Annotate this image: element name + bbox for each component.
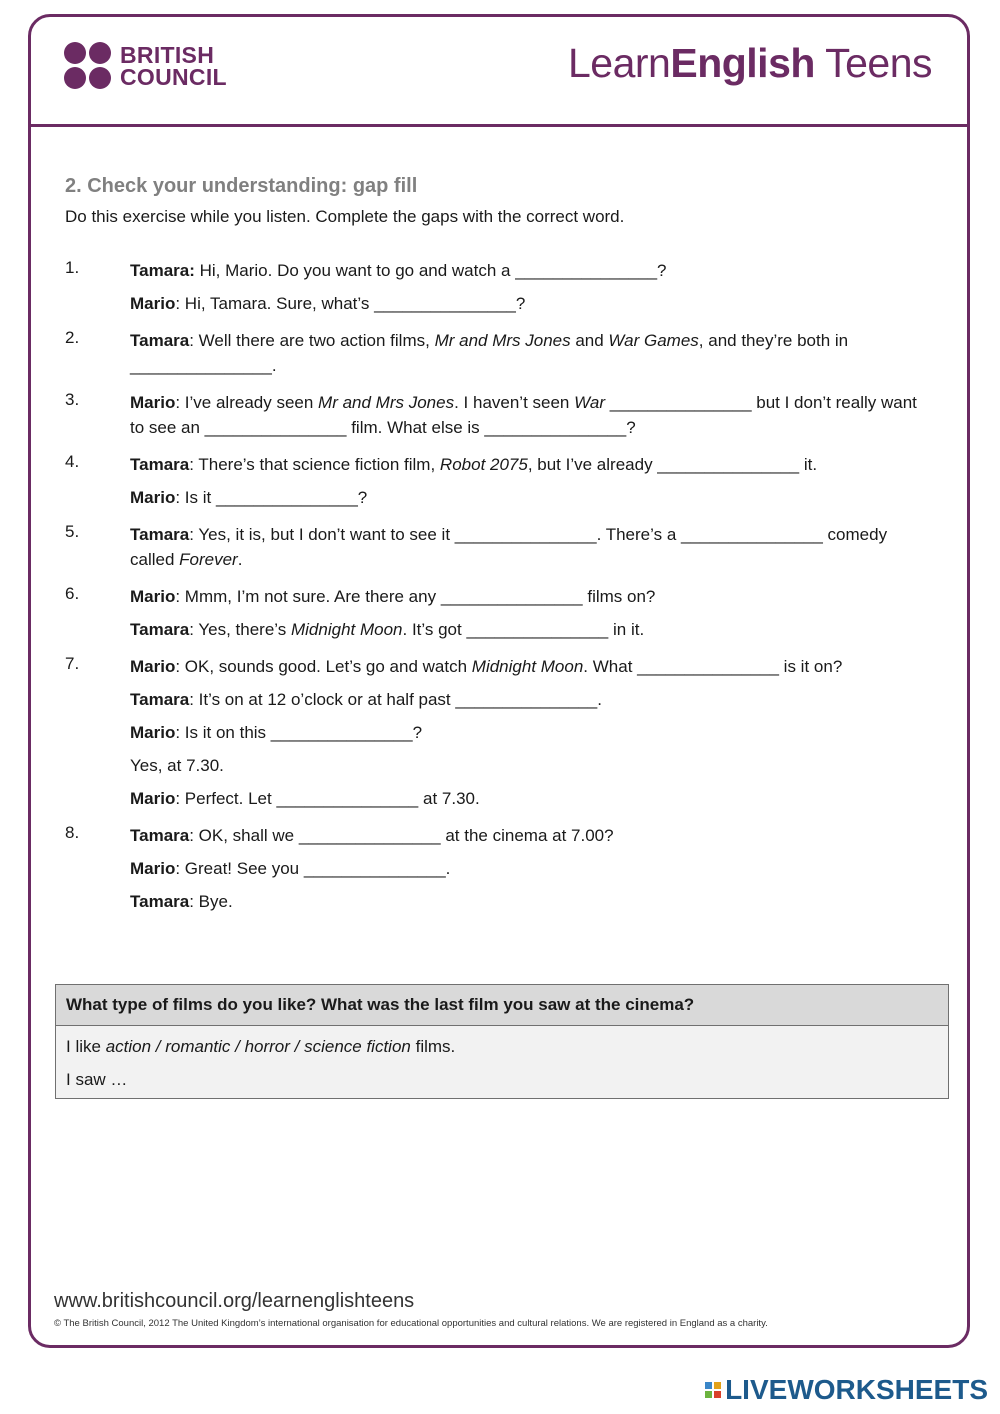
dialogue-text: Midnight Moon <box>290 620 403 639</box>
dialogue-text: . It’s got _______________ in it. <box>402 620 645 639</box>
item-number: 2. <box>65 328 80 347</box>
instructions: Do this exercise while you listen. Complete the gaps with the correct word. <box>65 207 625 226</box>
learnenglish-teens-logo <box>568 40 932 87</box>
item-lines <box>130 584 935 642</box>
exercise-item <box>65 654 935 811</box>
logo-teens: Teens <box>814 40 932 86</box>
item-number: 5. <box>65 522 80 541</box>
item-number: 3. <box>65 390 80 409</box>
item-number: 8. <box>65 823 80 842</box>
dialogue-text: , but I’ve already _______________ it. <box>527 455 818 474</box>
dialogue-line <box>130 687 935 712</box>
british-council-wordmark <box>120 41 227 90</box>
dialogue-text: : OK, shall we _______________ at the cinema at 7.00? <box>189 826 614 845</box>
speaker-name: Tamara <box>130 826 190 845</box>
dialogue-text: War <box>574 393 605 412</box>
speaker-name: Tamara: <box>130 261 195 280</box>
dialogue-line <box>130 753 935 778</box>
dialogue-line <box>130 786 935 811</box>
item-lines <box>130 390 935 440</box>
dialogue-text: Forever <box>179 550 238 569</box>
logo-learn: Learn <box>567 40 671 86</box>
item-lines <box>130 654 935 811</box>
dialogue-text: : I’ve already seen <box>175 393 319 412</box>
exercise-item <box>65 328 935 378</box>
dialogue-text: : Mmm, I’m not sure. Are there any _______________ films on? <box>175 587 656 606</box>
item-number: 1. <box>65 258 80 277</box>
speaker-name: Mario <box>130 657 176 676</box>
speaker-name: Tamara <box>130 690 190 709</box>
dialogue-line <box>130 328 935 378</box>
dialogue-text: : Hi, Tamara. Sure, what’s _______________? <box>175 294 526 313</box>
dialogue-text: : Yes, it is, but I don’t want to see it _______________. There’s a _______________ comedy called <box>130 525 888 569</box>
british-council-logo <box>64 42 227 89</box>
dialogue-text: : Perfect. Let _______________ at 7.30. <box>175 789 480 808</box>
dialogue-text: . <box>237 550 243 569</box>
dialogue-text: Mr and Mrs Jones <box>318 393 455 412</box>
liveworksheets-watermark <box>705 1374 988 1406</box>
speaker-name: Mario <box>130 587 176 606</box>
dialogue-line <box>130 856 935 881</box>
dialogue-text: : Yes, there’s <box>189 620 291 639</box>
liveworksheets-text: LIVEWORKSHEETS <box>725 1374 988 1405</box>
dialogue-text: Robot 2075 <box>439 455 528 474</box>
bc-logo-line1: BRITISH <box>120 41 215 68</box>
dialogue-line <box>130 390 935 440</box>
dialogue-text: . What _______________ is it on? <box>583 657 843 676</box>
logo-english: English <box>670 40 815 86</box>
speaker-name: Tamara <box>130 892 190 911</box>
dialogue-text: : It’s on at 12 o’clock or at half past _______________. <box>189 690 602 709</box>
dialogue-text: Yes, at 7.30. <box>130 756 224 775</box>
dialogue-text: _______________ but I don’t really want to see an _______________ film. What else is _______________? <box>130 393 917 437</box>
dialogue-text: : Bye. <box>189 892 233 911</box>
dialogue-line <box>130 522 935 572</box>
dialogue-text: : OK, sounds good. Let’s go and watch <box>175 657 472 676</box>
footer-copyright: © The British Council, 2012 The United Kingdom’s international organisation for educational opportunities and cultural relations. We are registered in England as a charity. <box>54 1318 768 1329</box>
discussion-body <box>56 1026 948 1108</box>
speaker-name: Tamara <box>130 525 190 544</box>
exercise-item <box>65 584 935 642</box>
item-number: 6. <box>65 584 80 603</box>
dialogue-line <box>130 258 935 283</box>
speaker-name: Mario <box>130 294 176 313</box>
exercise-item <box>65 258 935 316</box>
dialogue-line <box>130 889 935 914</box>
discussion-box <box>55 984 949 1099</box>
british-council-dots-icon <box>64 42 111 89</box>
section-title: 2. Check your understanding: gap fill <box>65 175 418 197</box>
item-number: 7. <box>65 654 80 673</box>
speaker-name: Mario <box>130 723 176 742</box>
dialogue-line <box>130 654 935 679</box>
speaker-name: Tamara <box>130 455 190 474</box>
dialogue-text: : Is it on this _______________? <box>175 723 423 742</box>
exercise-item <box>65 522 935 572</box>
dialogue-text: : Is it _______________? <box>175 488 368 507</box>
dialogue-line <box>130 485 935 510</box>
dialogue-line <box>130 823 935 848</box>
dialogue-text: Hi, Mario. Do you want to go and watch a _______________? <box>194 261 667 280</box>
dialogue-line <box>130 452 935 477</box>
dialogue-text: , and they’re both in _______________. <box>130 331 849 375</box>
dialogue-text: . I haven’t seen <box>454 393 575 412</box>
dialogue-line <box>130 617 935 642</box>
speaker-name: Mario <box>130 488 176 507</box>
discussion-line-2: I saw … <box>66 1070 128 1089</box>
item-lines <box>130 258 935 316</box>
dialogue-line <box>130 584 935 609</box>
exercise-item <box>65 452 935 510</box>
dialogue-line <box>130 720 935 745</box>
exercise-item <box>65 823 935 914</box>
dialogue-text: War Games <box>608 331 699 350</box>
item-number: 4. <box>65 452 80 471</box>
dialogue-line <box>130 291 935 316</box>
dialogue-text: : Well there are two action films, <box>189 331 435 350</box>
dialogue-text: action / romantic / horror / science fiction <box>105 1037 411 1056</box>
dialogue-text: Midnight Moon <box>471 657 584 676</box>
dialogue-text: films. <box>410 1037 456 1056</box>
speaker-name: Mario <box>130 859 176 878</box>
header-divider <box>28 124 970 127</box>
discussion-line-1 <box>66 1034 938 1059</box>
speaker-name: Mario <box>130 789 176 808</box>
speaker-name: Tamara <box>130 620 190 639</box>
footer-url: www.britishcouncil.org/learnenglishteens <box>54 1290 415 1312</box>
item-lines <box>130 328 935 378</box>
item-lines <box>130 823 935 914</box>
bc-logo-line2: COUNCIL <box>120 63 227 90</box>
dialogue-text: I like <box>66 1037 106 1056</box>
dialogue-text: : Great! See you _______________. <box>175 859 451 878</box>
dialogue-text: : There’s that science fiction film, <box>189 455 440 474</box>
discussion-question: What type of films do you like? What was the last film you saw at the cinema? <box>56 985 948 1026</box>
item-lines <box>130 522 935 572</box>
dialogue-text: and <box>570 331 609 350</box>
liveworksheets-icon <box>705 1382 721 1398</box>
speaker-name: Mario <box>130 393 176 412</box>
gap-fill-exercise <box>65 258 935 926</box>
exercise-item <box>65 390 935 440</box>
item-lines <box>130 452 935 510</box>
dialogue-text: Mr and Mrs Jones <box>434 331 571 350</box>
speaker-name: Tamara <box>130 331 190 350</box>
